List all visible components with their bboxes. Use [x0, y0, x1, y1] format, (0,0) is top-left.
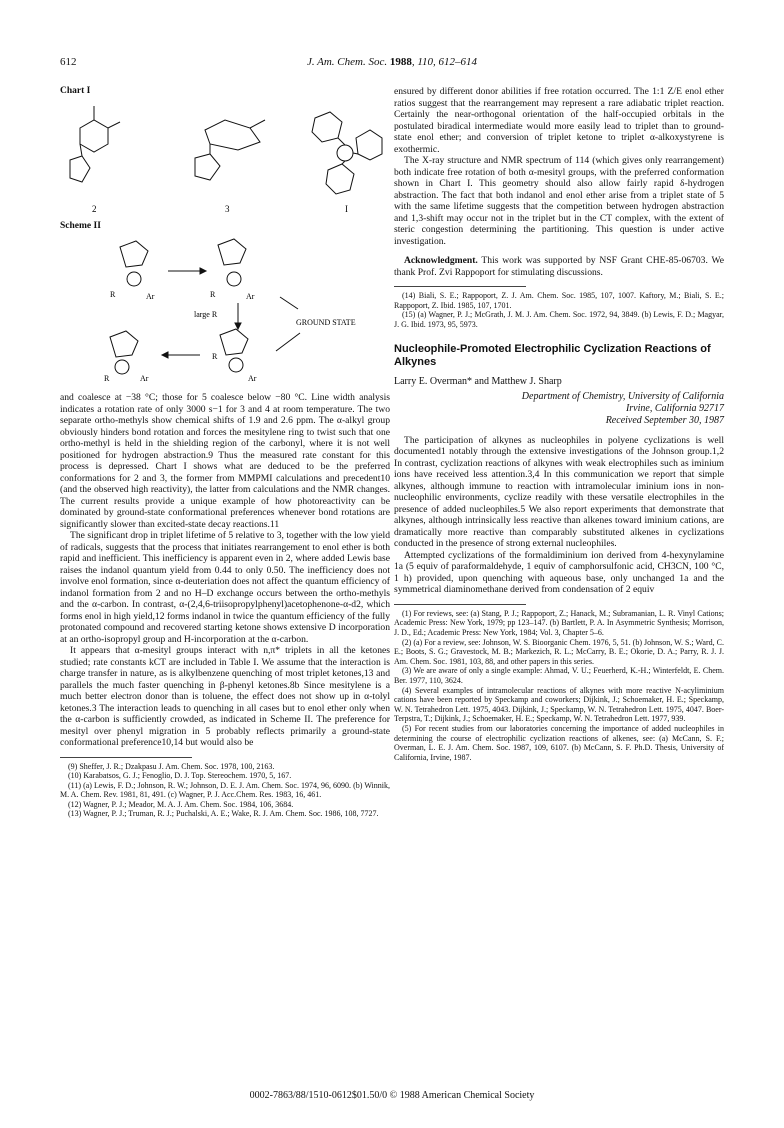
- scheme-top-right-radical: [227, 272, 241, 286]
- reference: (10) Karabatsos, G. J.; Fenoglio, D. J. Top. Stereochem. 1970, 5, 167.: [68, 771, 292, 781]
- structure-2-ring: [80, 120, 108, 152]
- body-paragraph: ensured by different donor abilities if free rotation occurred. The 1:1 Z/E enol ether ratios suggest that the rearrangement may represent a rare adiabatic triplet reaction. Certainly the near-orthogonal orientation of the half-occupied orbitals in the postulated biradical intermediate would more easily lead to triplet than to ground-state enol ether; and conversion of triplet ketone to triplet α-alkoxystyrene is exothermic.: [394, 86, 724, 155]
- structure-2-lower-ring: [70, 156, 90, 182]
- structure-i-right-ring: [356, 130, 382, 160]
- scheme-top-right-ring: [218, 239, 246, 265]
- structure-3-ring: [205, 120, 260, 150]
- scheme-bottom-left-radical: [115, 360, 129, 374]
- scheme-bottom-right-r: R: [212, 351, 218, 361]
- scheme-bottom-left-ar: Ar: [140, 373, 149, 383]
- scheme-bottom-left-r: R: [104, 373, 110, 383]
- reference: (15) (a) Wagner, P. J.; McGrath, J. M. J. Am. Chem. Soc. 1972, 94, 3849. (b) Lewis, F. D.; Magyar, J. G. Ibid. 1973, 95, 5973.: [394, 310, 724, 329]
- article-authors: Larry E. Overman* and Matthew J. Sharp: [394, 376, 562, 388]
- journal-name: J. Am. Chem. Soc.: [306, 56, 388, 68]
- scheme-ii-diagram: [60, 233, 390, 383]
- scheme-top-left-r: R: [110, 289, 116, 299]
- body-paragraph: It appears that α-mesityl groups interact with n,π* triplets in all the ketones studied; rate constants kCT are included in Table I. We assume that the interaction is charge transfer in nature, as is alkylbenzene quenching of most triplet ketones,13 and parallels the much faster quenching in β-phenyl ketones.8b Since mesitylene is a much better electron donor than is toluene, the effect does not show up in α-tolyl ketones.3 The interaction leads to quenching in all cases but to enol ether only when the α-carbon is sufficiently crowded, as indicated in Scheme II. The preference for mesityl over phenyl migration in 5 probably reflects primarily a ground-state conformational preference10,14 but would also be: [60, 645, 390, 748]
- scheme-bottom-right-ar: Ar: [248, 373, 257, 383]
- scheme-top-right-ar: Ar: [246, 291, 255, 301]
- body-paragraph: The participation of alkynes as nucleophiles in polyene cyclizations is well documented1 notably through the extensive investigations of the Johnson group.1,2 In contrast, cyclization reactions of alkynes with weak electrophiles such as iminium ions have received less attention.3,4 In this communication we report that simple alkynes, although immune to reaction with intramolecular iminium ions in non-nucleophilic environments, cyclize readily with these versatile electrophiles in the presence of added nucleophiles.5 We also report experiments that demonstrate that alkynes, although intrinsically less reactive than alkenes toward iminium cations, are dramatically more reactive than comparably substituted alkenes in cyclizations conducted in the presence of strong external nucleophiles.: [394, 434, 724, 550]
- structure-i-ring: [312, 112, 342, 142]
- reference: (3) We are aware of only a single example: Ahmad, V. U.; Feuerherd, K.-H.; Winterfeldt, E. Chem. Ber. 1977, 110, 3624.: [394, 666, 724, 686]
- right-column: [394, 86, 724, 762]
- right-top-references: [394, 291, 724, 329]
- article-affiliation: [394, 391, 724, 427]
- article-title: Nucleophile-Promoted Electrophilic Cyclization Reactions of Alkynes: [394, 343, 711, 369]
- scheme-arrow-ground: [276, 333, 300, 351]
- footnote-divider: [394, 604, 526, 605]
- journal-year: 1988: [389, 56, 412, 68]
- reference: (5) For recent studies from our laboratories concerning the importance of added nucleophiles in determining the course of electrophilic cyclization reactions of alkenes, see: (a) McCann, S. F.; Overman, L. E. J. Am. Chem. Soc. 1987, 109, 6107. (b) McCann, S. F. Ph.D. Thesis, University of California, Irvine, 1987.: [394, 724, 724, 762]
- affiliation-line: Department of Chemistry, University of California: [521, 390, 724, 402]
- running-head: [0, 56, 784, 68]
- right-bottom-references: [394, 609, 724, 763]
- scheme-top-left-ar: Ar: [146, 291, 155, 301]
- structure-label-i: I: [345, 203, 348, 214]
- reference: (14) Biali, S. E.; Rappoport, Z. J. Am. Chem. Soc. 1985, 107, 1007. Kaftory, M.; Biali, S. E.; Rappoport, Z. Ibid. 1985, 107, 1701.: [394, 291, 724, 310]
- affiliation-line: Irvine, California 92717: [625, 402, 724, 414]
- reference: (9) Sheffer, J. R.; Dzakpasu J. Am. Chem. Soc. 1978, 100, 2163.: [68, 761, 275, 771]
- reference: (1) For reviews, see: (a) Stang, P. J.; Rappoport, Z.; Hanack, M.; Subramanian, L. R. Vinyl Cations; Academic Press: New York, 1979; pp 123–147. (b) Bartlett, P. A. In Asymmetric Synthesis; Morrison, J. D., Ed.; Academic Press: New York, 1984; Vol. 3, Chapter 5–6.: [394, 608, 724, 638]
- structure-3-lower-ring: [195, 154, 220, 180]
- received-date: Received September 30, 1987: [605, 414, 724, 426]
- left-column: [60, 86, 390, 819]
- left-references: [60, 762, 390, 820]
- body-paragraph: The significant drop in triplet lifetime of 5 relative to 3, together with the low yield of radicals, suggests that the process that initiates rearrangement to enol ether is both rapid and inefficient. This inefficiency is apparent even in 2, where added Lewis base raises the indanol quantum yield from 0.44 to only 0.50. The inefficiency does not involve enol formation, since α-deuteriation does not affect the quantum efficiency of indanol formation from 2 and no H–D exchange occurs between the ortho-methyls and the α-carbon. In contrast, α-(2,4,6-triisopropylphenyl)acetophenone-α-d2, which forms enol in high yield,12 forms indanol in twice the quantum efficiency of the fully protonated compound and recovered starting ketone shows extensive D incorporation at an ortho-isopropyl group and H-incorporation at the α-carbon.: [60, 530, 390, 645]
- acknowledgment-text: This work was supported by NSF Grant CHE-85-06703. We thank Prof. Zvi Rappoport for stimulating discussions.: [394, 255, 724, 278]
- chart-label: Chart I: [60, 86, 91, 96]
- footnote-divider: [394, 286, 526, 287]
- acknowledgment-label: Acknowledgment.: [404, 255, 478, 266]
- page-number: 612: [60, 56, 77, 68]
- scheme-top-right-r: R: [210, 289, 216, 299]
- scheme-ground-state-label: GROUND STATE: [296, 317, 356, 327]
- scheme-bottom-right-ring: [220, 329, 248, 355]
- scheme-label: Scheme II: [60, 221, 101, 231]
- scheme-bottom-left-ring: [110, 331, 138, 357]
- scheme-bottom-right-radical: [229, 358, 243, 372]
- body-paragraph: and coalesce at −38 °C; those for 5 coalesce below −80 °C. Line width analysis indicates a rotation rate of only 3000 s−1 for 3 and 4 at room temperature. The two separate ortho-methyls show chemical shifts of 1.9 and 2.6 ppm. The α-alkyl group obviously hinders bond rotation and forces the mesitylene ring to twist such that one ortho-methyl is held in the shielding region of the carbonyl, where it is not well positioned for hydrogen abstraction.9 Thus the measured rate constant for this process is depressed. Chart I shows what are deduced to be the preferred conformations for 2 and 3, the former from MMPMI calculations and precedent10 (and the observed high reactivity), the latter from calculations and the NMR changes. The current results provide a unique example of how photoreactivity can be dominated by ground-state conformational preferences whenever bond rotations are significantly slower than excited-state decay reactions.11: [60, 392, 390, 530]
- body-paragraph: Attempted cyclizations of the formaldiminium ion derived from 4-hexynylamine 1a (5 equiv of paraformaldehyde, 1 equiv of camphorsulfonic acid, CH3CN, 100 °C, 1 h) provided, upon quenching with aqueous base, only unchanged 1a and the symmetrical diaminomethane derived from condensation of 2 equiv: [394, 549, 724, 596]
- scheme-arrow-diagonal: [280, 297, 298, 309]
- scheme-top-left-radical: [127, 272, 141, 286]
- scheme-large-r-label: large R: [194, 309, 218, 319]
- structure-label-2: 2: [92, 203, 97, 214]
- reference: (12) Wagner, P. J.; Meador, M. A. J. Am. Chem. Soc. 1984, 106, 3684.: [68, 799, 294, 809]
- footnote-divider: [60, 757, 192, 758]
- reference: (2) (a) For a review, see: Johnson, W. S. Bioorganic Chem. 1976, 5, 51. (b) Johnson, W. S.; Ward, C. E.; Boots, S. G.; Gravestock, M. B.; Markezich, R. L.; McCarry, B. E.; Okorie, D. A.; Parry, R. J. J. Am. Chem. Soc. 1981, 103, 88, and other papers in this series.: [394, 637, 724, 666]
- journal-volume-pages: , 110, 612–614: [411, 56, 478, 68]
- structure-i-center: [337, 145, 353, 161]
- page-footer: 0002-7863/88/1510-0612$01.50/0 © 1988 American Chemical Society: [249, 1090, 535, 1101]
- reference: (4) Several examples of intramolecular reactions of alkynes with more reactive N-acyliminium cations have been reported by Speckamp and coworkers; Dijkink, J.; Schoemaker, H. E.; Speckamp, W. N. Tetrahedron Lett. 1975, 4043. Dijkink, J.; Speckamp, W. N. Tetrahedron Lett. 1975, 4047. Boer-Terpstra, T.; Dijkink, J.; Schoemaker, H. E.; Speckamp, W. N. Tetrahedron Lett. 1977, 939.: [394, 685, 724, 724]
- body-paragraph: The X-ray structure and NMR spectrum of 114 (which gives only rearrangement) both indicate free rotation of both α-mesityl groups, with the preferred conformation shown in Chart I. This geometry should also allow fairly rapid δ-hydrogen abstraction. The fact that both indanol and enol ether arise from a triplet state of 5 with the same lifetime suggests that the competition between hydrogen abstraction and 1,3-shift may occur not in the triplet but in the CT complex, with the extent of steric congestion determining the partitioning. This question is under active investigation.: [394, 155, 724, 247]
- scheme-top-left-ring: [120, 241, 148, 267]
- acknowledgment: [394, 255, 724, 278]
- structure-i-lower-ring: [326, 164, 354, 194]
- chart-i-structures: [60, 98, 390, 218]
- reference: (11) (a) Lewis, F. D.; Johnson, R. W.; Johnson, D. E. J. Am. Chem. Soc. 1974, 96, 6090. (b) Winnik, M. A. Chem. Rev. 1981, 81, 491. (c) Wagner, P. J. Acc.Chem. Res. 1983, 16, 461.: [60, 780, 390, 800]
- reference: (13) Wagner, P. J.; Truman, R. J.; Puchalski, A. E.; Wake, R. J. Am. Chem. Soc. 1986, 108, 7727.: [68, 809, 379, 819]
- structure-label-3: 3: [225, 203, 230, 214]
